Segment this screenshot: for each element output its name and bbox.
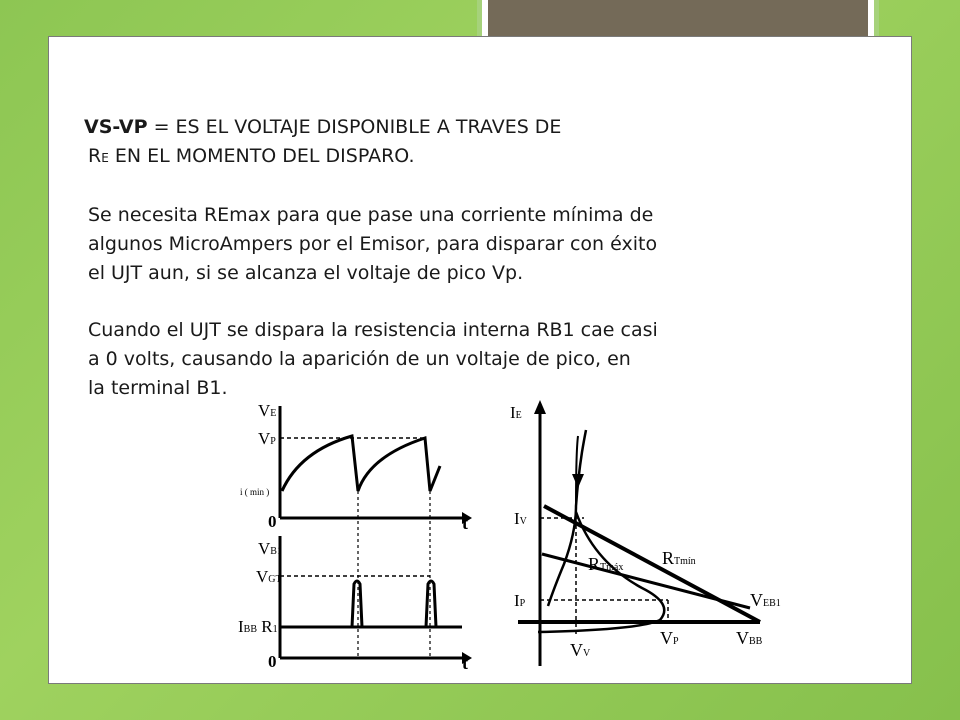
para2-line-3: la terminal B1.	[88, 377, 228, 399]
vbb-label: VBB	[736, 628, 763, 648]
heading-term: VS-VP	[84, 116, 148, 138]
heading-def-2: EN EL MOMENTO DEL DISPARO.	[114, 145, 415, 167]
zero-label-1: 0	[268, 512, 277, 531]
pulse-1	[352, 581, 362, 627]
ve-label: VE	[258, 401, 277, 420]
vp-label: VP	[660, 628, 679, 648]
rtmin-label: RTmín	[662, 548, 696, 568]
para1-line-3: el UJT aun, si se alcanza el voltaje de pico Vp.	[88, 262, 524, 284]
curve-arrow	[572, 474, 584, 488]
heading-line-2	[88, 142, 415, 173]
heading-r: R	[88, 145, 102, 167]
vp-label: VP	[258, 429, 276, 448]
heading-def-1: ES EL VOLTAJE DISPONIBLE A TRAVES DE	[175, 116, 562, 138]
ie-label: IE	[510, 403, 522, 422]
t-label-1: t	[462, 513, 468, 533]
vv-label: VV	[570, 640, 591, 660]
vmin-label: i ( min )	[240, 487, 270, 497]
vgt-label: VGT	[256, 567, 282, 586]
veb1-label: VEB1	[750, 590, 781, 610]
iv-label: IV	[514, 509, 527, 528]
heading-e: E	[101, 151, 109, 165]
heading-eq: =	[153, 116, 170, 138]
heading-line-1	[84, 113, 561, 142]
t-label-2: t	[462, 653, 468, 672]
para1-line-1: Se necesita REmax para que pase una corriente mínima de	[88, 204, 654, 226]
waveform-diagram	[230, 396, 480, 672]
zero-label-2: 0	[268, 652, 277, 671]
ve-waveform	[282, 436, 440, 491]
rtmax-label: RTmáx	[588, 554, 624, 574]
vb1-label: VB1	[258, 539, 282, 558]
para2-line-1: Cuando el UJT se dispara la resistencia interna RB1 cae casi	[88, 319, 658, 341]
characteristic-curve-diagram	[498, 392, 798, 672]
ibb-r1-label: IBB R1	[238, 617, 278, 636]
ip-label: IP	[514, 591, 526, 610]
para2-line-2: a 0 volts, causando la aparición de un voltaje de pico, en	[88, 348, 631, 370]
pulse-2	[426, 581, 436, 627]
ie-arrow	[534, 400, 546, 414]
para1-line-2: algunos MicroAmpers por el Emisor, para disparar con éxito	[88, 233, 658, 255]
